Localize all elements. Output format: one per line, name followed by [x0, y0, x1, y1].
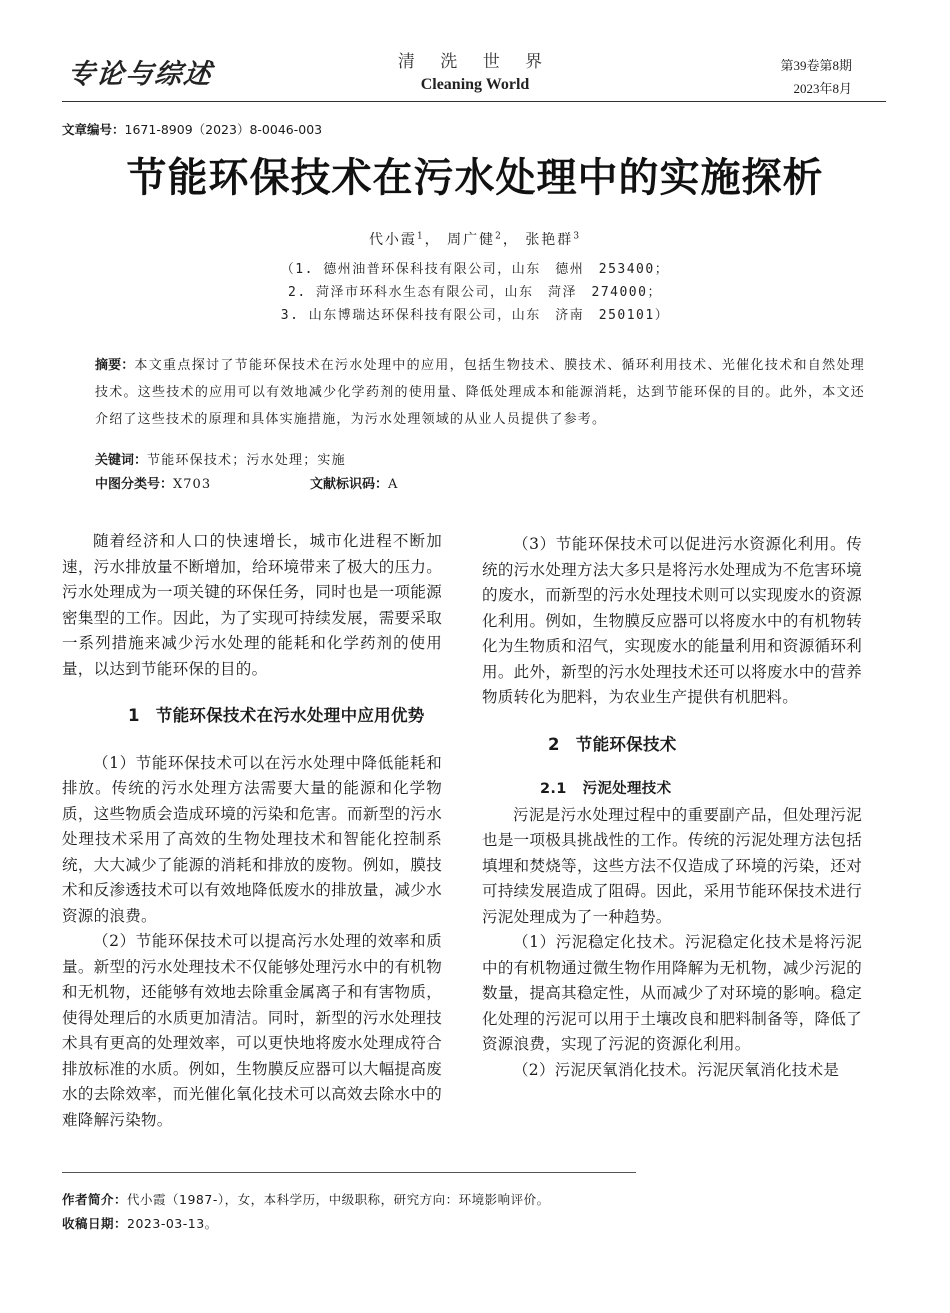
author-bio: [62, 1190, 550, 1208]
header-rule: [62, 101, 886, 102]
article-number: [62, 120, 322, 138]
paper-title: 节能环保技术在污水处理中的实施探析: [126, 155, 824, 201]
received-date-value: 2023-03-13。: [127, 1216, 218, 1231]
subsection-2-1-heading: [482, 777, 862, 803]
affiliation-3: 3. 山东博瑞达环保科技有限公司，山东 济南 250101）: [280, 308, 670, 323]
section-number: 1: [128, 706, 140, 725]
paragraph: （3）节能环保技术可以促进污水资源化利用。传统的污水处理方法大多只是将污水处理成为不危害环境的废水，而新型的污水处理技术则可以实现废水的资源化利用。例如，生物膜反应器可以将废水中的有机物转化为生物质和沼气，实现废水的能量利用和资源循环利用。此外，新型的污水处理技术还可以将废水中的营养物质转化为肥料，为农业生产提供有机肥料。: [482, 535, 862, 706]
author-name: 代小霞: [368, 232, 417, 248]
abstract-label: 摘要：: [95, 358, 135, 373]
author-bio-label: 作者简介：: [62, 1192, 128, 1207]
journal-name-cn: 清 洗 世 界: [397, 52, 553, 72]
doc-code-label: 文献标识码：: [310, 477, 389, 492]
section-number: 2: [548, 734, 560, 754]
paragraph: （2）节能环保技术可以提高污水处理的效率和质量。新型的污水处理技术不仅能够处理污水中的有机物和无机物，还能够有效地去除重金属离子和有害物质，使得处理后的水质更加清洁。同时，新型的污水处理技术具有更高的处理效率，可以更快地将废水处理成符合排放标准的水质。例如，生物膜反应器可以大幅提高废水的去除效率，而光催化氧化技术可以高效去除水中的难降解污染物。: [62, 932, 442, 1129]
volume-number: 第39卷第8期: [780, 58, 852, 73]
abstract: [95, 352, 865, 433]
affiliation-2: 2. 菏泽市环科水生态有限公司，山东 菏泽 274000；: [288, 285, 662, 300]
keywords: [95, 449, 346, 468]
clc-label: 中图分类号：: [95, 477, 174, 492]
right-column: [482, 532, 862, 1083]
issue-date: 2023年8月: [793, 81, 852, 96]
clc-value: X703: [173, 477, 212, 492]
document-code: [310, 473, 398, 492]
author-name: 周广健: [447, 232, 496, 248]
journal-name-en: Cleaning World: [420, 76, 530, 93]
article-number-value: 1671-8909（2023）8-0046-003: [124, 122, 323, 137]
author-affiliation-mark: 3: [573, 231, 582, 242]
doc-code-value: A: [388, 477, 399, 492]
paragraph: （1）节能环保技术可以在污水处理中降低能耗和排放。传统的污水处理方法需要大量的能源和化学物质，这些物质会造成环境的污染和危害。而新型的污水处理技术采用了高效的生物处理技术和智能化控制系统，大大减少了能源的消耗和排放的废物。例如，膜技术和反渗透技术可以有效地降低废水的排放量，减少水资源的浪费。: [62, 753, 442, 925]
received-date-label: 收稿日期：: [62, 1216, 128, 1231]
received-date: [62, 1214, 218, 1232]
paragraph: （1）污泥稳定化技术。污泥稳定化技术是将污泥中的有机物通过微生物作用降解为无机物，减少污泥的数量，提高其稳定性，从而减少了对环境的影响。稳定化处理的污泥可以用于土壤改良和肥料制备等，降低了资源浪费，实现了污泥的资源化利用。: [482, 933, 862, 1053]
volume-info: [780, 54, 852, 100]
clc-number: [95, 473, 211, 492]
section-title: 节能环保技术在污水处理中应用优势: [155, 706, 425, 725]
paragraph: 污泥是污水处理过程中的重要副产品，但处理污泥也是一项极具挑战性的工作。传统的污泥处理方法包括填埋和焚烧等，这些方法不仅造成了环境的污染，还对可持续发展造成了阻碍。因此，采用节能环保技术进行污泥处理成为了一种趋势。: [482, 805, 862, 926]
section-1-heading: [62, 703, 442, 729]
author-affiliation-mark: 1: [416, 231, 425, 242]
subsection-title: 污泥处理技术: [582, 781, 672, 797]
section-tag: 专论与综述: [66, 59, 215, 90]
section-2-heading: [482, 732, 862, 758]
intro-paragraph: 随着经济和人口的快速增长，城市化进程不断加速，污水排放量不断增加，给环境带来了极大的压力。污水处理成为一项关键的环保任务，同时也是一项能源密集型的工作。因此，为了实现可持续发展，需要采取一系列措施来减少污水处理的能耗和化学药剂的使用量，以达到节能环保的目的。: [62, 532, 442, 678]
affiliation-1: （1. 德州油普环保科技有限公司，山东 德州 253400；: [280, 262, 670, 277]
author-name: 张艳群: [525, 232, 574, 248]
article-number-label: 文章编号：: [62, 122, 125, 137]
section-title: 节能环保技术: [575, 734, 677, 754]
author-list: 代小霞$^1$， 周广健$^2$， 张艳群$^3$: [368, 231, 582, 248]
author-bio-text: 代小霞（1987-），女，本科学历，中级职称，研究方向：环境影响评价。: [127, 1192, 550, 1207]
paragraph: （2）污泥厌氧消化技术。污泥厌氧消化技术是: [513, 1060, 840, 1079]
author-affiliation-mark: 2: [495, 231, 503, 242]
left-column: [62, 529, 442, 1133]
abstract-text: 本文重点探讨了节能环保技术在污水处理中的应用，包括生物技术、膜技术、循环利用技术、光催化技术和自然处理技术。这些技术的应用可以有效地减少化学药剂的使用量、降低处理成本和能源消耗，达到节能环保的目的。此外，本文还介绍了这些技术的原理和具体实施措施，为污水处理领域的从业人员提供了参考。: [95, 358, 865, 427]
keywords-text: 节能环保技术；污水处理；实施: [147, 453, 346, 468]
keywords-label: 关键词：: [95, 453, 148, 468]
footnote-rule: [62, 1172, 636, 1173]
subsection-number: 2.1: [540, 781, 567, 797]
